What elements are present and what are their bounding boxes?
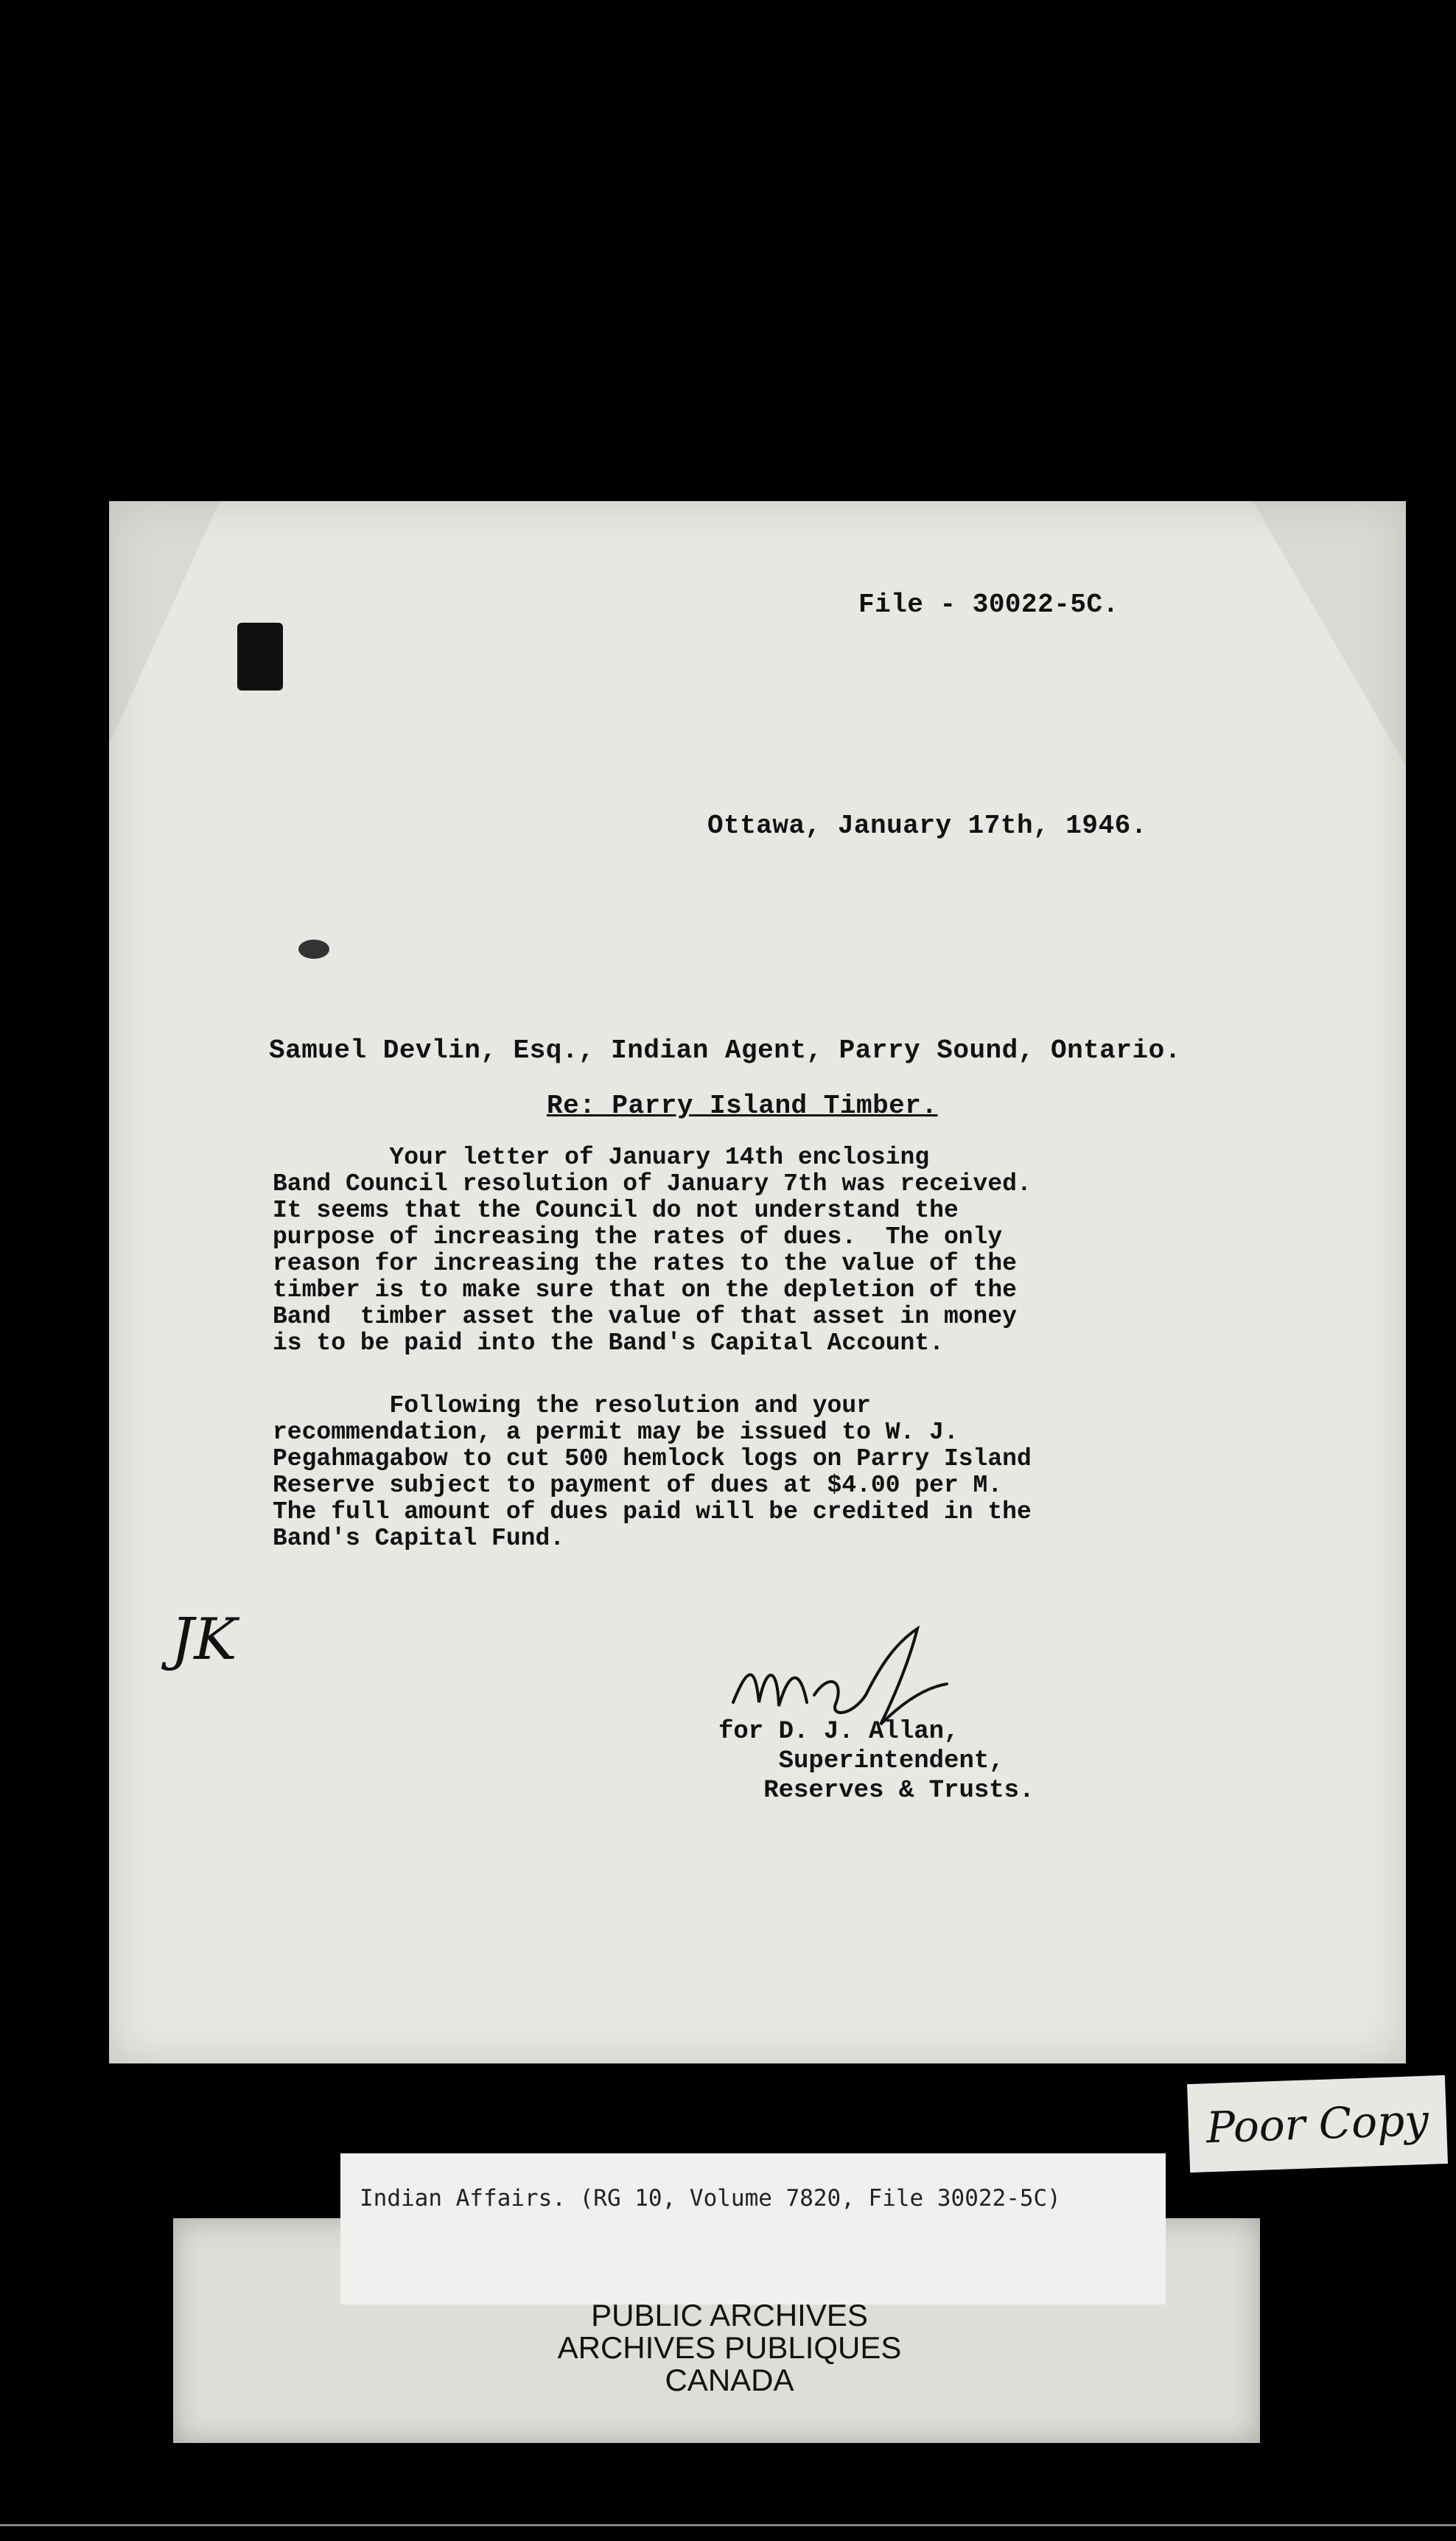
stamp-line-2: ARCHIVES PUBLIQUES [557,2330,902,2365]
stamp-line-3: CANADA [665,2363,794,2397]
folded-corner-right [1253,501,1406,766]
ink-blot [298,940,329,959]
letter-paragraph-1: Your letter of January 14th enclosing Band Council resolution of January 7th was received. It seems that the Council do not understand the purpose of increasing the rates of dues. The only reason for increasing the rates to the value of the timber is to make sure that on the depletion of the Band timber asset the value of that asset in money is to be paid into the Band's Capital Account. [273,1144,1032,1357]
archive-label-strip [340,2153,1166,2304]
stamp-line-1: PUBLIC ARCHIVES [591,2298,868,2332]
poor-copy-note: Poor Copy [1187,2075,1448,2173]
letter-paragraph-2: Following the resolution and your recommendation, a permit may be issued to W. J. Pegahmagabow to cut 500 hemlock logs on Parry Island Reserve subject to payment of dues at $4.00 per M. The full amount of dues paid will be credited in the Band's Capital Fund. [273,1392,1032,1552]
signature-line-3: Reserves & Trusts. [718,1777,1035,1805]
archive-reference: Indian Affairs. (RG 10, Volume 7820, File 30022-5C) [360,2185,1061,2212]
bottom-rule [0,2524,1456,2526]
dateline: Ottawa, January 17th, 1946. [707,811,1147,841]
handwritten-initials: JK [171,1607,237,1673]
archive-stamp [479,2299,980,2397]
subject-line: Re: Parry Island Timber. [547,1091,938,1121]
punch-hole [237,623,283,691]
signature-line-1: for D. J. Allan, [718,1718,959,1746]
signature-line-2: Superintendent, [718,1747,1004,1775]
signature-block [718,1717,1034,1806]
file-number: File - 30022-5C. [858,590,1119,620]
addressee-line: Samuel Devlin, Esq., Indian Agent, Parry Sound, Ontario. [269,1035,1181,1066]
folded-corner-left [109,501,220,744]
